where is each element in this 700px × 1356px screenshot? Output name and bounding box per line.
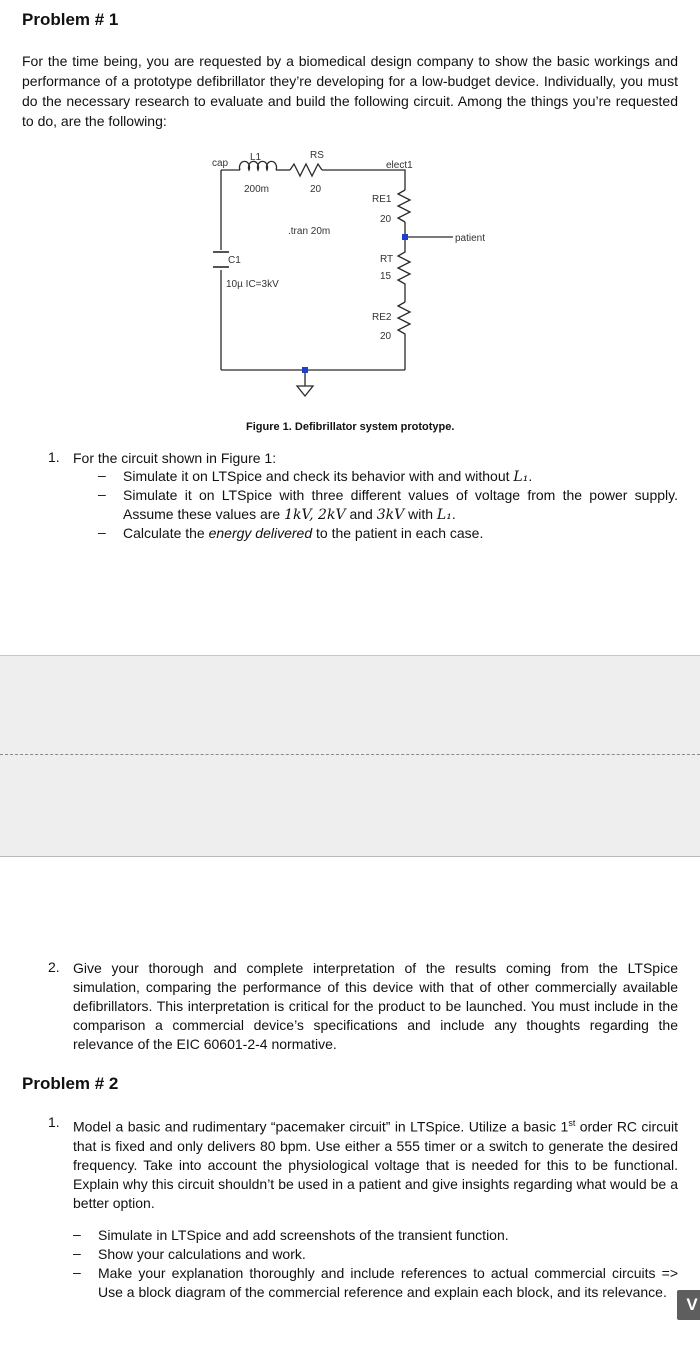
problem-2-question-1-text: Model a basic and rudimentary “pacemaker circuit” in LTSpice. Utilize a basic 1st order RC circuit that is fixed and only delivers 80 bpm. Use either a 555 timer or a switch to generate the desired frequency. Take into account the physiological voltage that is needed for this to be functional. Explain why this circuit shouldn’t be used in a patient and give insights regarding what would be a better option. <box>73 1118 678 1211</box>
label-l1: L1 <box>250 152 262 163</box>
label-c1: C1 <box>228 255 241 266</box>
question-2-number: 2. <box>48 959 60 975</box>
bullet-1: Simulate it on LTSpice and check its behavior with and without L₁. <box>123 468 533 485</box>
resistor-rs <box>290 164 322 176</box>
figure-caption: Figure 1. Defibrillator system prototype. <box>246 421 455 433</box>
problem-2-question-1-number: 1. <box>48 1114 60 1130</box>
problem-1-title: Problem # 1 <box>22 10 119 29</box>
label-re1: RE1 <box>372 194 392 205</box>
label-rt-value: 15 <box>380 271 392 282</box>
problem-2-bullet-3: Make your explanation thoroughly and include references to actual commercial circuits => Use a block diagram of the commercial reference and explain each block, and its relevance. <box>98 1265 678 1300</box>
expand-button[interactable]: V <box>677 1290 700 1320</box>
problem-2-bullet-2: Show your calculations and work. <box>98 1246 306 1262</box>
problem-1-intro: For the time being, you are requested by a biomedical design company to show the basic workings and performance of a prototype defibrillator they’re developing for a low-budget device. Individually, you must do the necessary research to evaluate and build the following circuit. Among the things you’re requested to do, are the following: <box>22 53 678 129</box>
bullet-2: Simulate it on LTSpice with three different values of voltage from the power supply. Assume these values are 1kV, 2kV and 3kV with L₁. <box>123 487 678 523</box>
label-rs: RS <box>310 150 324 161</box>
label-rs-value: 20 <box>310 184 322 195</box>
label-rt: RT <box>380 254 394 265</box>
problem-2-bullet-1: Simulate in LTSpice and add screenshots of the transient function. <box>98 1227 509 1243</box>
bullet-3: Calculate the energy delivered to the patient in each case. <box>123 525 484 541</box>
label-elect1: elect1 <box>386 160 413 171</box>
ground-symbol <box>297 386 313 396</box>
node-ground <box>302 367 308 373</box>
label-c1-value: 10µ IC=3kV <box>226 279 279 290</box>
label-cap: cap <box>212 158 229 169</box>
resistor-re1 <box>398 190 410 222</box>
label-re2: RE2 <box>372 312 392 323</box>
label-patient: patient <box>455 233 486 244</box>
label-re1-value: 20 <box>380 214 392 225</box>
question-1-text: For the circuit shown in Figure 1: <box>73 450 277 466</box>
resistor-rt <box>398 237 410 302</box>
page-break-dashed-line <box>0 754 700 755</box>
page-break-band <box>0 655 700 857</box>
node-patient <box>402 234 408 240</box>
wire-rs-right <box>322 170 405 190</box>
label-re2-value: 20 <box>380 331 392 342</box>
defibrillator-circuit-diagram <box>200 140 520 405</box>
label-tran: .tran 20m <box>288 226 331 237</box>
problem-2-title: Problem # 2 <box>22 1074 119 1093</box>
resistor-re2 <box>398 302 410 370</box>
question-1-number: 1. <box>48 449 60 465</box>
question-2-text: Give your thorough and complete interpretation of the results coming from the LTSpice simulation, comparing the performance of this device with that of other commercially available defibrillators. This interpretation is critical for the product to be launched. You must include in the comparison a commercial device’s specifications and include any thoughts regarding the relevance of the EIC 60601-2-4 normative. <box>73 960 678 1052</box>
label-l1-value: 200m <box>244 184 270 195</box>
